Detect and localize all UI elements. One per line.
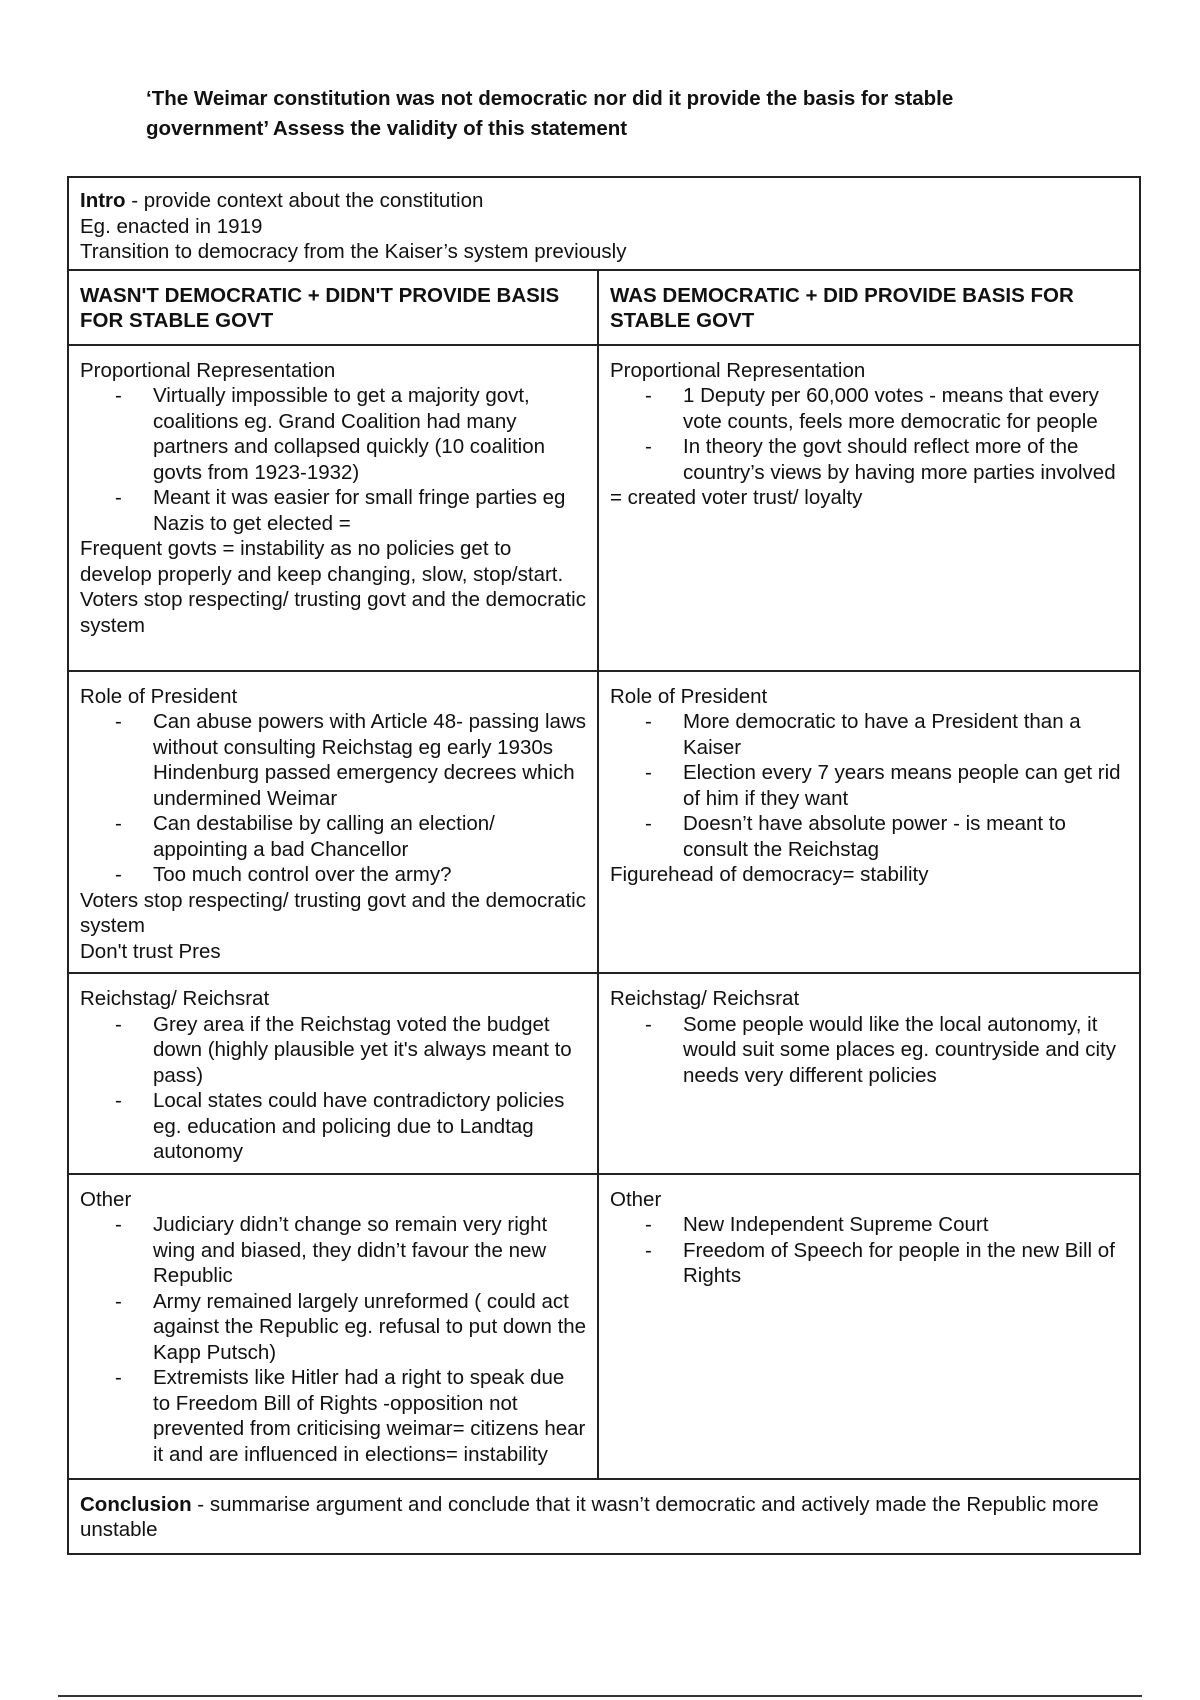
bullet-point: - Judiciary didn’t change so remain very right wing and biased, they didn’t favour the new Republic: [153, 1212, 587, 1289]
bullet-point: - Doesn’t have absolute power - is meant to consult the Reichstag: [683, 811, 1129, 862]
other-for-cell: [598, 1174, 1140, 1479]
bullet-point: - Freedom of Speech for people in the new Bill of Rights: [683, 1238, 1129, 1289]
bullet-point: - Local states could have contradictory policies eg. education and policing due to Landtag autonomy: [153, 1088, 587, 1165]
intro-line-2: Transition to democracy from the Kaiser’s system previously: [80, 240, 627, 263]
reichstag-reichsrat-row: [68, 973, 1140, 1174]
intro-cell: [68, 177, 1140, 270]
bullet-point: - More democratic to have a President than a Kaiser: [683, 709, 1129, 760]
essay-plan-table: [67, 176, 1141, 1555]
role-of-president-against-cell: [68, 671, 598, 974]
essay-question-line-1: ‘The Weimar constitution was not democratic nor did it provide the basis for stable: [146, 87, 954, 110]
proportional-representation-row: [68, 345, 1140, 671]
bullet-point: - Army remained largely unreformed ( could act against the Republic eg. refusal to put down the Kapp Putsch): [153, 1289, 587, 1366]
summary-line: Voters stop respecting/ trusting govt and the democratic system: [80, 588, 586, 637]
proportional-representation-against-cell: [68, 345, 598, 671]
intro-row: [68, 177, 1140, 270]
other-row: [68, 1174, 1140, 1479]
bullet-point: - In theory the govt should reflect more of the country’s views by having more parties involved: [683, 434, 1129, 485]
role-of-president-against-heading: Role of President: [80, 684, 238, 708]
reichstag-reichsrat-for-bullets: [610, 1012, 1129, 1089]
bullet-point: - Election every 7 years means people can get rid of him if they want: [683, 760, 1129, 811]
bullet-point: - Grey area if the Reichstag voted the budget down (highly plausible yet it's always meant to pass): [153, 1012, 587, 1089]
reichstag-reichsrat-for-heading: Reichstag/ Reichsrat: [610, 987, 800, 1010]
page-bottom-rule: [58, 1695, 1142, 1697]
reichstag-reichsrat-against-bullets: [80, 1012, 587, 1165]
other-against-heading: Other: [80, 1187, 132, 1211]
conclusion-label: Conclusion: [80, 1492, 192, 1516]
bullet-point: - Can abuse powers with Article 48- passing laws without consulting Reichstag eg early 1930s Hindenburg passed emergency decrees which undermined Weimar: [153, 709, 587, 811]
bullet-point: - Extremists like Hitler had a right to speak due to Freedom Bill of Rights -opposition not prevented from criticising weimar= citizens hear it and are influenced in elections= instability: [153, 1365, 587, 1467]
conclusion-cell: [68, 1479, 1140, 1554]
bullet-point: - New Independent Supreme Court: [683, 1212, 1129, 1238]
role-of-president-for-heading: Role of President: [610, 684, 768, 708]
header-row: [68, 270, 1140, 345]
reichstag-reichsrat-against-heading: Reichstag/ Reichsrat: [80, 987, 270, 1010]
proportional-representation-against-heading: Proportional Representation: [80, 358, 336, 382]
role-of-president-against-bullets: [80, 709, 587, 888]
other-against-cell: [68, 1174, 598, 1479]
other-against-bullets: [80, 1212, 587, 1467]
bullet-point: - Can destabilise by calling an election/ appointing a bad Chancellor: [153, 811, 587, 862]
proportional-representation-for-cell: [598, 345, 1140, 671]
conclusion-text: - summarise argument and conclude that it wasn’t democratic and actively made the Republic more unstable: [80, 1492, 1099, 1541]
essay-question-line-2: government’ Assess the validity of this statement: [146, 117, 628, 140]
role-of-president-row: [68, 671, 1140, 974]
summary-line: Frequent govts = instability as no policies get to develop properly and keep changing, slow, stop/start.: [80, 537, 564, 586]
bullet-point: - Virtually impossible to get a majority govt, coalitions eg. Grand Coalition had many partners and collapsed quickly (10 coalition govts from 1923-1932): [153, 383, 587, 485]
bullet-point: - Meant it was easier for small fringe parties eg Nazis to get elected =: [153, 485, 587, 536]
summary-line: = created voter trust/ loyalty: [610, 486, 863, 509]
proportional-representation-for-bullets: [610, 383, 1129, 485]
other-for-bullets: [610, 1212, 1129, 1289]
role-of-president-for-cell: [598, 671, 1140, 974]
bullet-point: - Too much control over the army?: [153, 862, 587, 888]
header-against: WASN'T DEMOCRATIC + DIDN'T PROVIDE BASIS FOR STABLE GOVT: [68, 270, 598, 345]
bullet-point: - Some people would like the local autonomy, it would suit some places eg. countryside and city needs very different policies: [683, 1012, 1129, 1089]
reichstag-reichsrat-against-cell: [68, 973, 598, 1174]
role-of-president-for-bullets: [610, 709, 1129, 862]
other-for-heading: Other: [610, 1187, 662, 1211]
summary-line: Figurehead of democracy= stability: [610, 863, 929, 886]
proportional-representation-against-bullets: [80, 383, 587, 536]
reichstag-reichsrat-for-cell: [598, 973, 1140, 1174]
header-for: WAS DEMOCRATIC + DID PROVIDE BASIS FOR STABLE GOVT: [598, 270, 1140, 345]
intro-label: Intro: [80, 189, 126, 212]
bullet-point: - 1 Deputy per 60,000 votes - means that every vote counts, feels more democratic for people: [683, 383, 1129, 434]
proportional-representation-for-heading: Proportional Representation: [610, 358, 866, 382]
summary-line: Don't trust Pres: [80, 939, 221, 963]
intro-line-1: Eg. enacted in 1919: [80, 214, 263, 238]
conclusion-row: [68, 1479, 1140, 1554]
intro-text: - provide context about the constitution: [125, 189, 484, 212]
summary-line: Voters stop respecting/ trusting govt and the democratic system: [80, 888, 586, 937]
essay-question: [146, 84, 1076, 144]
